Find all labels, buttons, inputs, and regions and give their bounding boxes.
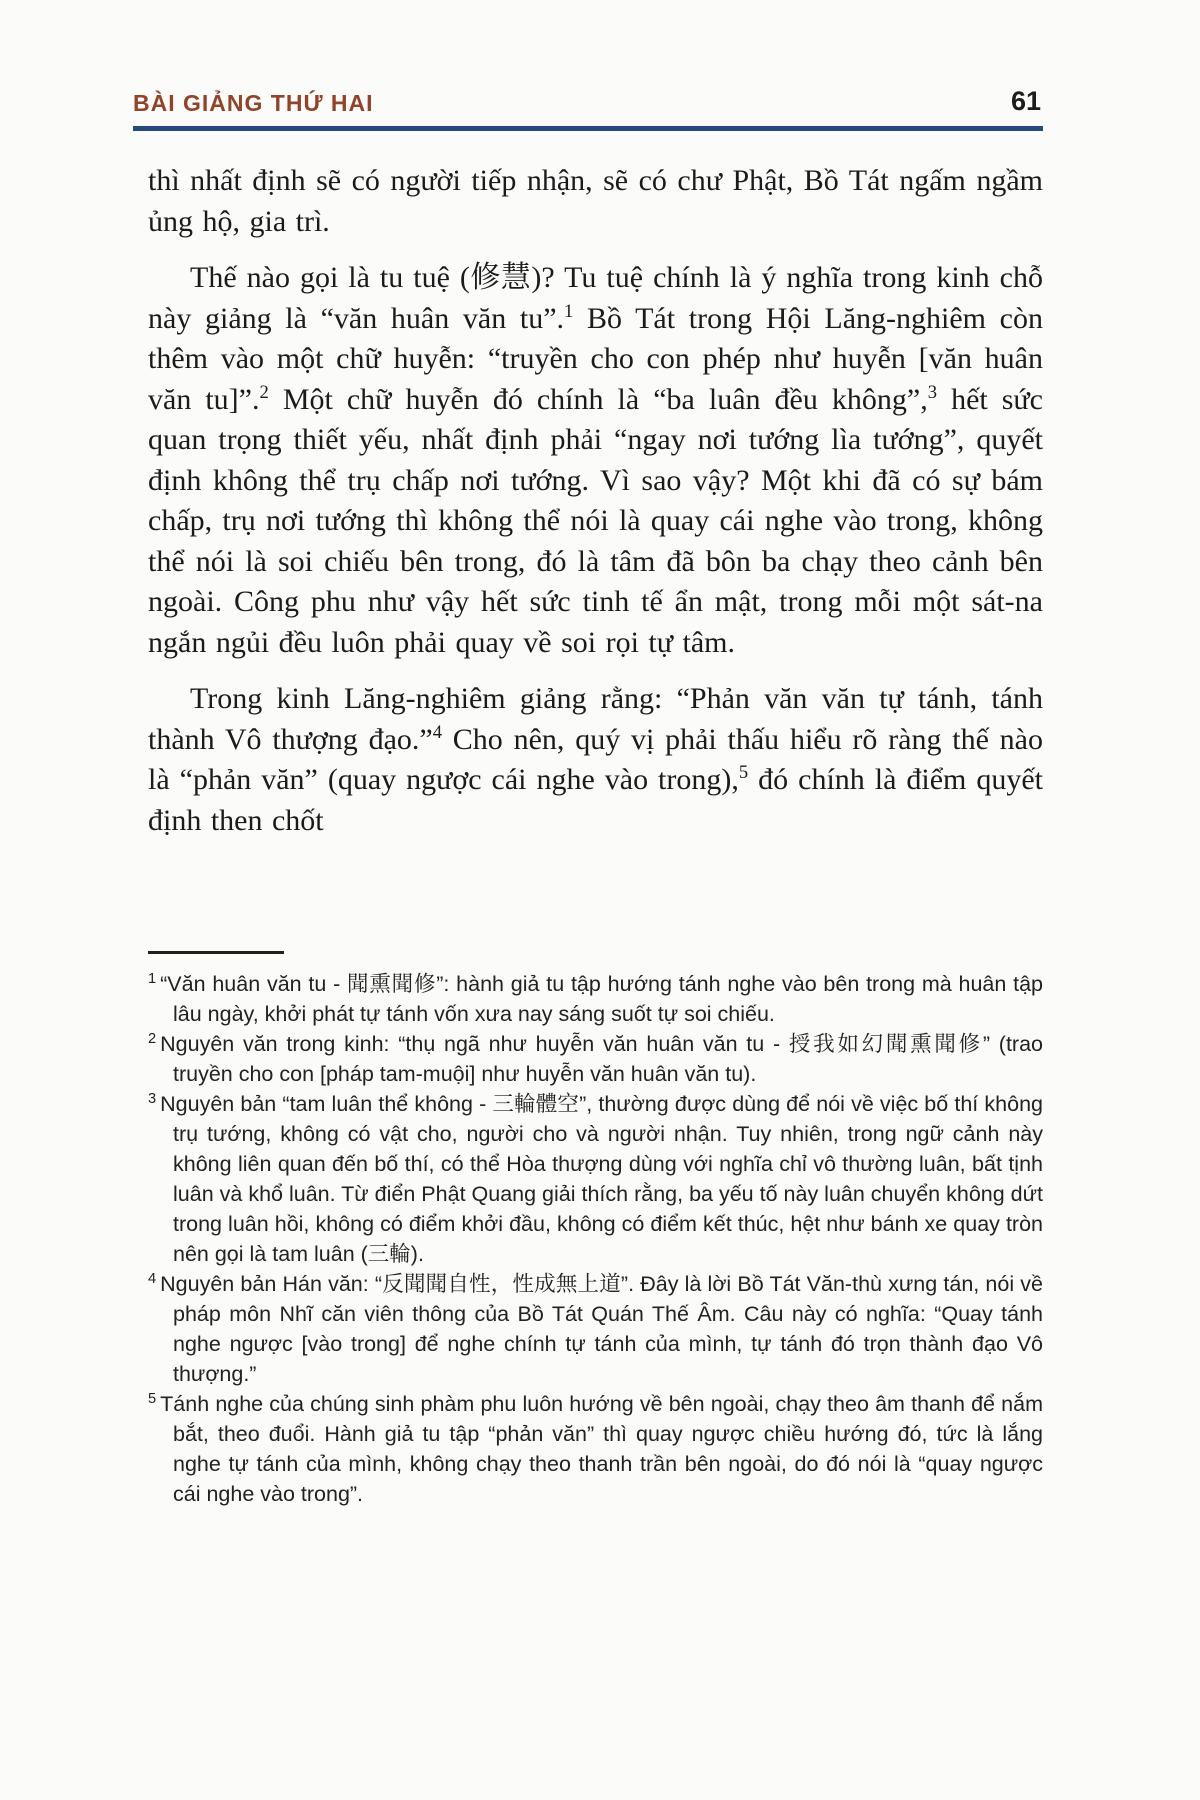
body-paragraphs <box>133 161 1043 841</box>
footnote: $^2$ Nguyên văn trong kinh: “thụ ngã như huyễn văn huân văn tu - 授我如幻聞熏聞修” (trao truyền cho con [pháp tam-muội] như huyễn văn huân văn tu). <box>148 1030 1043 1086</box>
page-number: 61 <box>1010 86 1041 116</box>
paragraph: Trong kinh Lăng-nghiêm giảng rằng: “Phản văn văn tự tánh, tánh thành Vô thượng đạo.”$^4$ Cho nên, quý vị phải thấu hiểu rõ ràng thế nào là “phản văn” (quay ngược cái nghe vào trong),$^5$ đó chính là điểm quyết định then chốt <box>148 682 1044 837</box>
header-rule <box>133 126 1043 131</box>
footnote-ref: 5 <box>738 762 749 783</box>
page-header <box>133 86 1043 117</box>
footnote: $^4$ Nguyên bản Hán văn: “反聞聞自性，性成無上道”. Đây là lời Bồ Tát Văn-thù xưng tán, nói về pháp môn Nhĩ căn viên thông của Bồ Tát Quán Thế Âm. Câu này có nghĩa: “Quay tánh nghe ngược [vào trong] để nghe chính tự tánh của mình, tự tánh đó trọn thành đạo Vô thượng.” <box>148 1270 1043 1386</box>
footnote-ref: 2 <box>259 381 269 403</box>
footnote-number: 3 <box>148 1090 157 1107</box>
paragraph: thì nhất định sẽ có người tiếp nhận, sẽ có chư Phật, Bồ Tát ngấm ngầm ủng hộ, gia trì. <box>148 164 1043 238</box>
footnote-number: 5 <box>148 1390 157 1407</box>
chapter-title: BÀI GIẢNG THỨ HAI <box>133 90 374 116</box>
footnote: $^5$ Tánh nghe của chúng sinh phàm phu luôn hướng về bên ngoài, chạy theo âm thanh để nắm bắt, theo đuổi. Hành giả tu tập “phản văn” thì quay ngược chiều hướng đó, tức là lắng nghe tự tánh của mình, không chạy theo thanh trần bên ngoài, do đó nói là “quay ngược cái nghe vào trong”. <box>148 1390 1043 1506</box>
footnote-ref: 3 <box>927 381 938 403</box>
footnote-ref: 1 <box>564 300 574 322</box>
paragraph: Thế nào gọi là tu tuệ (修慧)? Tu tuệ chính là ý nghĩa trong kinh chỗ này giảng là “văn huân văn tu”.$^1$ Bồ Tát trong Hội Lăng-nghiêm còn thêm vào một chữ huyễn: “truyền cho con phép như huyễn [văn huân văn tu]”.$^2$ Một chữ huyễn đó chính là “ba luân đều không”,$^3$ hết sức quan trọng thiết yếu, nhất định phải “ngay nơi tướng lìa tướng”, quyết định không thể trụ chấp nơi tướng. Vì sao vậy? Một khi đã có sự bám chấp, trụ nơi tướng thì không thể nói là quay cái nghe vào trong, không thể nói là soi chiếu bên trong, đó là tâm đã bôn ba chạy theo cảnh bên ngoài. Công phu như vậy hết sức tinh tế ẩn mật, trong mỗi một sát-na ngắn ngủi đều luôn phải quay về soi rọi tự tâm. <box>148 261 1043 659</box>
footnote-list <box>133 969 1043 1509</box>
footnote-number: 2 <box>148 1030 157 1047</box>
footnote: $^1$ “Văn huân văn tu - 聞熏聞修”: hành giả tu tập hướng tánh nghe vào bên trong mà huân tập lâu ngày, khởi phát tự tánh vốn xưa nay sáng suốt tự soi chiếu. <box>148 970 1043 1026</box>
footnote-number: 1 <box>148 970 157 987</box>
page-content <box>133 86 1043 1509</box>
footnote: $^3$ Nguyên bản “tam luân thể không - 三輪體空”, thường được dùng để nói về việc bố thí không trụ tướng, không có vật cho, người cho và người nhận. Tuy nhiên, trong ngữ cảnh này không liên quan đến bố thí, có thể Hòa thượng dùng với nghĩa chỉ vô thường luân, bất tịnh luân và khổ luân. Từ điển Phật Quang giải thích rằng, ba yếu tố này luân chuyển không dứt trong luân hồi, không có điểm khởi đầu, không có điểm kết thúc, hệt như bánh xe quay tròn nên gọi là tam luân (三輪). <box>148 1090 1043 1266</box>
footnote-ref: 4 <box>432 721 443 743</box>
footnote-number: 4 <box>148 1270 157 1287</box>
footnote-rule <box>148 951 284 954</box>
